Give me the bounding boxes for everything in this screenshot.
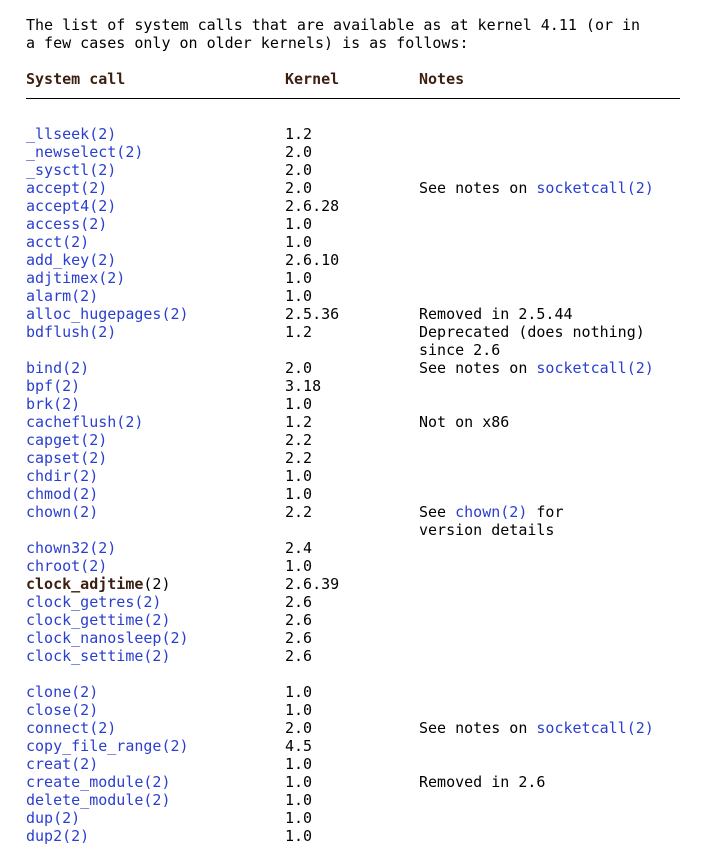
syscall-link[interactable]: acct(2) bbox=[26, 233, 90, 251]
syscall-name-cell bbox=[26, 593, 161, 611]
table-row bbox=[26, 179, 686, 197]
table-row bbox=[26, 143, 686, 161]
table-row bbox=[26, 377, 686, 395]
kernel-version: 1.2 bbox=[285, 323, 313, 341]
kernel-version: 1.0 bbox=[285, 233, 313, 251]
syscall-link[interactable]: clock_getres(2) bbox=[26, 593, 162, 611]
syscall-name-cell bbox=[26, 215, 107, 233]
kernel-version: 2.2 bbox=[285, 503, 313, 521]
notes-cell bbox=[419, 305, 573, 323]
syscall-link[interactable]: alloc_hugepages(2) bbox=[26, 305, 189, 323]
table-row bbox=[26, 395, 686, 413]
table-row bbox=[26, 125, 686, 143]
syscall-link[interactable]: close(2) bbox=[26, 701, 99, 719]
table-gap bbox=[26, 665, 686, 683]
kernel-version: 1.0 bbox=[285, 269, 313, 287]
syscall-name-cell bbox=[26, 755, 98, 773]
table-row bbox=[26, 503, 686, 539]
table-row bbox=[26, 485, 686, 503]
syscall-link[interactable]: bdflush(2) bbox=[26, 323, 117, 341]
table-row bbox=[26, 323, 686, 359]
syscall-name-cell bbox=[26, 377, 80, 395]
kernel-version: 2.6 bbox=[285, 593, 313, 611]
kernel-version: 2.6.28 bbox=[285, 197, 340, 215]
kernel-version: 2.6 bbox=[285, 647, 313, 665]
table-row bbox=[26, 233, 686, 251]
table-row bbox=[26, 575, 686, 593]
syscall-name-cell bbox=[26, 413, 143, 431]
notes-cell bbox=[419, 719, 654, 737]
table-row bbox=[26, 755, 686, 773]
table-row bbox=[26, 647, 686, 665]
syscall-link[interactable]: _newselect(2) bbox=[26, 143, 144, 161]
kernel-version: 2.6 bbox=[285, 629, 313, 647]
syscall-name-cell bbox=[26, 251, 116, 269]
kernel-version: 1.0 bbox=[285, 395, 313, 413]
kernel-version: 1.0 bbox=[285, 215, 313, 233]
table-row bbox=[26, 557, 686, 575]
header-notes: Notes bbox=[419, 70, 465, 88]
syscall-name-cell bbox=[26, 827, 89, 845]
kernel-version: 2.0 bbox=[285, 143, 313, 161]
kernel-version: 2.0 bbox=[285, 161, 313, 179]
notes-cell bbox=[419, 323, 645, 359]
table-row bbox=[26, 827, 686, 845]
syscall-link[interactable]: _llseek(2) bbox=[26, 125, 117, 143]
syscall-name-cell bbox=[26, 719, 116, 737]
table-row bbox=[26, 305, 686, 323]
syscall-link[interactable]: creat(2) bbox=[26, 755, 99, 773]
header-rule bbox=[26, 98, 680, 99]
table-row bbox=[26, 611, 686, 629]
syscall-link[interactable]: clock_settime(2) bbox=[26, 647, 171, 665]
syscall-name-cell bbox=[26, 575, 171, 593]
syscall-name-cell bbox=[26, 809, 80, 827]
kernel-version: 1.0 bbox=[285, 683, 313, 701]
table-row bbox=[26, 269, 686, 287]
syscall-name-cell bbox=[26, 683, 98, 701]
kernel-version: 1.0 bbox=[285, 287, 313, 305]
notes-cell bbox=[419, 413, 509, 431]
table-row bbox=[26, 629, 686, 647]
syscall-name-cell bbox=[26, 269, 125, 287]
syscall-name-cell bbox=[26, 737, 189, 755]
syscall-link[interactable]: copy_file_range(2) bbox=[26, 737, 189, 755]
table-row bbox=[26, 431, 686, 449]
table-row bbox=[26, 701, 686, 719]
syscall-link[interactable]: chmod(2) bbox=[26, 485, 99, 503]
syscall-link[interactable]: accept(2) bbox=[26, 179, 108, 197]
kernel-version: 2.5.36 bbox=[285, 305, 340, 323]
syscall-link[interactable]: _sysctl(2) bbox=[26, 161, 117, 179]
note-text-line-2: since 2.6 bbox=[419, 341, 501, 359]
syscall-link[interactable]: adjtimex(2) bbox=[26, 269, 126, 287]
table-row bbox=[26, 719, 686, 737]
kernel-version: 2.6 bbox=[285, 611, 313, 629]
notes-cell bbox=[419, 359, 654, 377]
kernel-version: 1.0 bbox=[285, 791, 313, 809]
kernel-version: 2.6.10 bbox=[285, 251, 340, 269]
table-row bbox=[26, 251, 686, 269]
syscall-name-cell bbox=[26, 431, 107, 449]
intro-paragraph bbox=[26, 16, 686, 52]
table-row bbox=[26, 413, 686, 431]
syscall-name-cell bbox=[26, 395, 80, 413]
table-row bbox=[26, 539, 686, 557]
syscall-table bbox=[26, 125, 686, 845]
syscall-link[interactable]: bpf(2) bbox=[26, 377, 81, 395]
notes-cell bbox=[419, 773, 545, 791]
intro-line-2: a few cases only on older kernels) is as follows: bbox=[26, 34, 469, 52]
syscall-name-cell bbox=[26, 791, 171, 809]
table-row bbox=[26, 791, 686, 809]
kernel-version: 2.4 bbox=[285, 539, 313, 557]
note-text: Not on x86 bbox=[419, 413, 510, 431]
syscall-name-cell bbox=[26, 161, 116, 179]
syscall-link[interactable]: accept4(2) bbox=[26, 197, 117, 215]
syscall-name-cell bbox=[26, 701, 98, 719]
syscall-link[interactable]: dup2(2) bbox=[26, 827, 90, 845]
kernel-version: 1.0 bbox=[285, 827, 313, 845]
syscall-name-cell bbox=[26, 611, 171, 629]
kernel-version: 1.0 bbox=[285, 467, 313, 485]
kernel-version: 2.0 bbox=[285, 179, 313, 197]
table-row bbox=[26, 737, 686, 755]
syscall-link[interactable]: delete_module(2) bbox=[26, 791, 171, 809]
kernel-version: 3.18 bbox=[285, 377, 322, 395]
page-content bbox=[26, 16, 686, 845]
syscall-name-cell bbox=[26, 125, 116, 143]
table-row bbox=[26, 683, 686, 701]
syscall-link[interactable]: capget(2) bbox=[26, 431, 108, 449]
syscall-name-cell bbox=[26, 773, 171, 791]
syscall-name-cell bbox=[26, 287, 98, 305]
syscall-link[interactable]: chown32(2) bbox=[26, 539, 117, 557]
syscall-link[interactable]: chdir(2) bbox=[26, 467, 99, 485]
syscall-name-cell bbox=[26, 629, 189, 647]
table-header bbox=[26, 70, 686, 88]
table-row bbox=[26, 161, 686, 179]
notes-cell bbox=[419, 503, 564, 539]
syscall-name-bold: clock_adjtime bbox=[26, 575, 144, 593]
syscall-name-cell bbox=[26, 449, 107, 467]
note-link[interactable]: socketcall(2) bbox=[536, 179, 654, 197]
intro-line-1: The list of system calls that are available as at kernel 4.11 (or in bbox=[26, 16, 641, 34]
syscall-link[interactable]: bind(2) bbox=[26, 359, 90, 377]
syscall-link[interactable]: clock_nanosleep(2) bbox=[26, 629, 189, 647]
note-link[interactable]: chown(2) bbox=[455, 503, 528, 521]
kernel-version: 1.2 bbox=[285, 125, 313, 143]
kernel-version: 1.0 bbox=[285, 701, 313, 719]
note-text: Removed in 2.5.44 bbox=[419, 305, 573, 323]
syscall-name-cell bbox=[26, 143, 143, 161]
table-row bbox=[26, 809, 686, 827]
table-row bbox=[26, 773, 686, 791]
kernel-version: 1.0 bbox=[285, 773, 313, 791]
table-row bbox=[26, 593, 686, 611]
syscall-link[interactable]: dup(2) bbox=[26, 809, 81, 827]
kernel-version: 1.0 bbox=[285, 755, 313, 773]
kernel-version: 1.2 bbox=[285, 413, 313, 431]
syscall-name-cell bbox=[26, 179, 107, 197]
syscall-link[interactable]: chown(2) bbox=[26, 503, 99, 521]
syscall-name-cell bbox=[26, 485, 98, 503]
syscall-name-cell bbox=[26, 539, 116, 557]
syscall-link[interactable]: add_key(2) bbox=[26, 251, 117, 269]
kernel-version: 1.0 bbox=[285, 557, 313, 575]
note-text-line-2: version details bbox=[419, 521, 555, 539]
note-link[interactable]: socketcall(2) bbox=[536, 359, 654, 377]
table-row bbox=[26, 287, 686, 305]
syscall-section: (2) bbox=[143, 575, 171, 593]
kernel-version: 4.5 bbox=[285, 737, 313, 755]
note-text: See notes on bbox=[419, 179, 537, 197]
syscall-link[interactable]: brk(2) bbox=[26, 395, 81, 413]
note-link[interactable]: socketcall(2) bbox=[536, 719, 654, 737]
table-row bbox=[26, 467, 686, 485]
note-text: Removed in 2.6 bbox=[419, 773, 546, 791]
syscall-name-cell bbox=[26, 323, 116, 341]
table-row bbox=[26, 449, 686, 467]
syscall-name-cell bbox=[26, 233, 89, 251]
table-row bbox=[26, 215, 686, 233]
kernel-version: 1.0 bbox=[285, 809, 313, 827]
syscall-name-cell bbox=[26, 359, 89, 377]
kernel-version: 2.2 bbox=[285, 431, 313, 449]
syscall-link[interactable]: capset(2) bbox=[26, 449, 108, 467]
header-kernel: Kernel bbox=[285, 70, 340, 88]
syscall-link[interactable]: alarm(2) bbox=[26, 287, 99, 305]
syscall-name-cell bbox=[26, 467, 98, 485]
syscall-link[interactable]: chroot(2) bbox=[26, 557, 108, 575]
syscall-name-cell bbox=[26, 557, 107, 575]
kernel-version: 1.0 bbox=[285, 485, 313, 503]
syscall-link[interactable]: clone(2) bbox=[26, 683, 99, 701]
table-row bbox=[26, 359, 686, 377]
syscall-name-cell bbox=[26, 305, 189, 323]
syscall-link[interactable]: access(2) bbox=[26, 215, 108, 233]
syscall-link[interactable]: cacheflush(2) bbox=[26, 413, 144, 431]
notes-cell bbox=[419, 179, 654, 197]
note-text: Deprecated (does nothing) bbox=[419, 323, 645, 341]
table-row bbox=[26, 197, 686, 215]
syscall-name-cell bbox=[26, 647, 171, 665]
note-text: See notes on bbox=[419, 359, 537, 377]
syscall-link[interactable]: create_module(2) bbox=[26, 773, 171, 791]
note-text: for bbox=[527, 503, 564, 521]
kernel-version: 2.6.39 bbox=[285, 575, 340, 593]
syscall-name-cell bbox=[26, 503, 98, 521]
note-text: See notes on bbox=[419, 719, 537, 737]
header-system-call: System call bbox=[26, 70, 126, 88]
syscall-link[interactable]: clock_gettime(2) bbox=[26, 611, 171, 629]
kernel-version: 2.2 bbox=[285, 449, 313, 467]
syscall-link[interactable]: connect(2) bbox=[26, 719, 117, 737]
note-text: See bbox=[419, 503, 456, 521]
kernel-version: 2.0 bbox=[285, 719, 313, 737]
kernel-version: 2.0 bbox=[285, 359, 313, 377]
syscall-name-cell bbox=[26, 197, 116, 215]
